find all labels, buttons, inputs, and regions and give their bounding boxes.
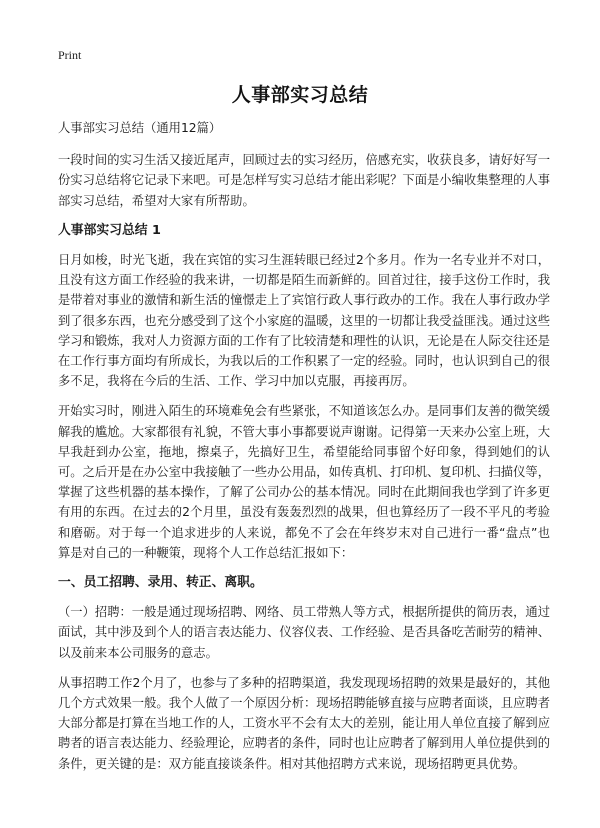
- paragraph-3: （一）招聘：一般是通过现场招聘、网络、员工带熟人等方式，根据所提供的简历表，通过面试，其中涉及到个人的语言表达能力、仪容仪表、工作经验、是否具备吃苦耐劳的精神、以及前来本公司服务的意志。: [58, 605, 550, 660]
- paragraph-1: 日月如梭，时光飞逝，我在宾馆的实习生涯转眼已经过2个多月。作为一名专业并不对口，且没有这方面工作经验的我来讲，一切都是陌生而新鲜的。回首过往，接手这份工作时，我是带着对事业的激情和新生活的憧憬走上了宾馆行政人事行政办的工作。我在人事行政办学到了很多东西，也充分感受到了这个小家庭的温暖，这里的一切都让我受益匪浅。通过这些学习和锻炼，我对人力资源方面的工作有了比较清楚和理性的认识，无论是在人际交往还是在工作行事方面均有所成长，为我以后的工作积累了一定的经验。同时，也认识到自己的很多不足，我将在今后的生活、工作、学习中加以克服，再接再厉。: [58, 253, 550, 389]
- article-body: [58, 118, 550, 781]
- print-link[interactable]: Print: [58, 48, 82, 62]
- paragraph-2: 开始实习时，刚进入陌生的环境难免会有些紧张，不知道该怎么办。是同事们友善的微笑缓解我的尴尬。大家都很有礼貌，不管大事小事都要说声谢谢。记得第一天来办公室上班，大早我赶到办公室，拖地，擦桌子，先搞好卫生，希望能给同事留个好印象，得到她们的认可。之后开是在办公室中我接触了一些办公用品，如传真机、打印机、复印机、扫描仪等，掌握了这些机器的基本操作，了解了公司办公的基本情况。同时在此期间我也学到了许多更有用的东西。在过去的2个月里，虽没有轰轰烈烈的战果，但也算经历了一段不平凡的考验和磨砺。对于每一个追求进步的人来说，都免不了会在年终岁末对自己进行一番“盘点”也算是对自己的一种鞭策，现将个人工作总结汇报如下：: [58, 404, 550, 560]
- page-title: 人事部实习总结: [231, 84, 369, 106]
- section-heading-1: 人事部实习总结 1: [58, 222, 161, 238]
- section-heading-2: 一、员工招聘、录用、转正、离职。: [58, 575, 263, 591]
- paragraph-4: 从事招聘工作2个月了，也参与了多种的招聘渠道，我发现现场招聘的效果是最好的，其他几个方式效果一般。我个人做了一个原因分析：现场招聘能够直接与应聘者面谈，且应聘者大部分都是打算在当地工作的人，工资水平不会有太大的差别，能让用人单位直接了解到应聘者的语言表达能力、经验理论，应聘者的条件，同时也让应聘者了解到用人单位提供到的条件，更关键的是：双方能直接谈条件。相对其他招聘方式来说，现场招聘更具优势。: [58, 675, 550, 771]
- intro-paragraph: 一段时间的实习生活又接近尾声，回顾过去的实习经历，倍感充实，收获良多，请好好写一份实习总结将它记录下来吧。可是怎样写实习总结才能出彩呢？下面是小编收集整理的人事部实习总结，希望对大家有所帮助。: [58, 153, 550, 208]
- document-subtitle: 人事部实习总结（通用12篇）: [58, 121, 222, 135]
